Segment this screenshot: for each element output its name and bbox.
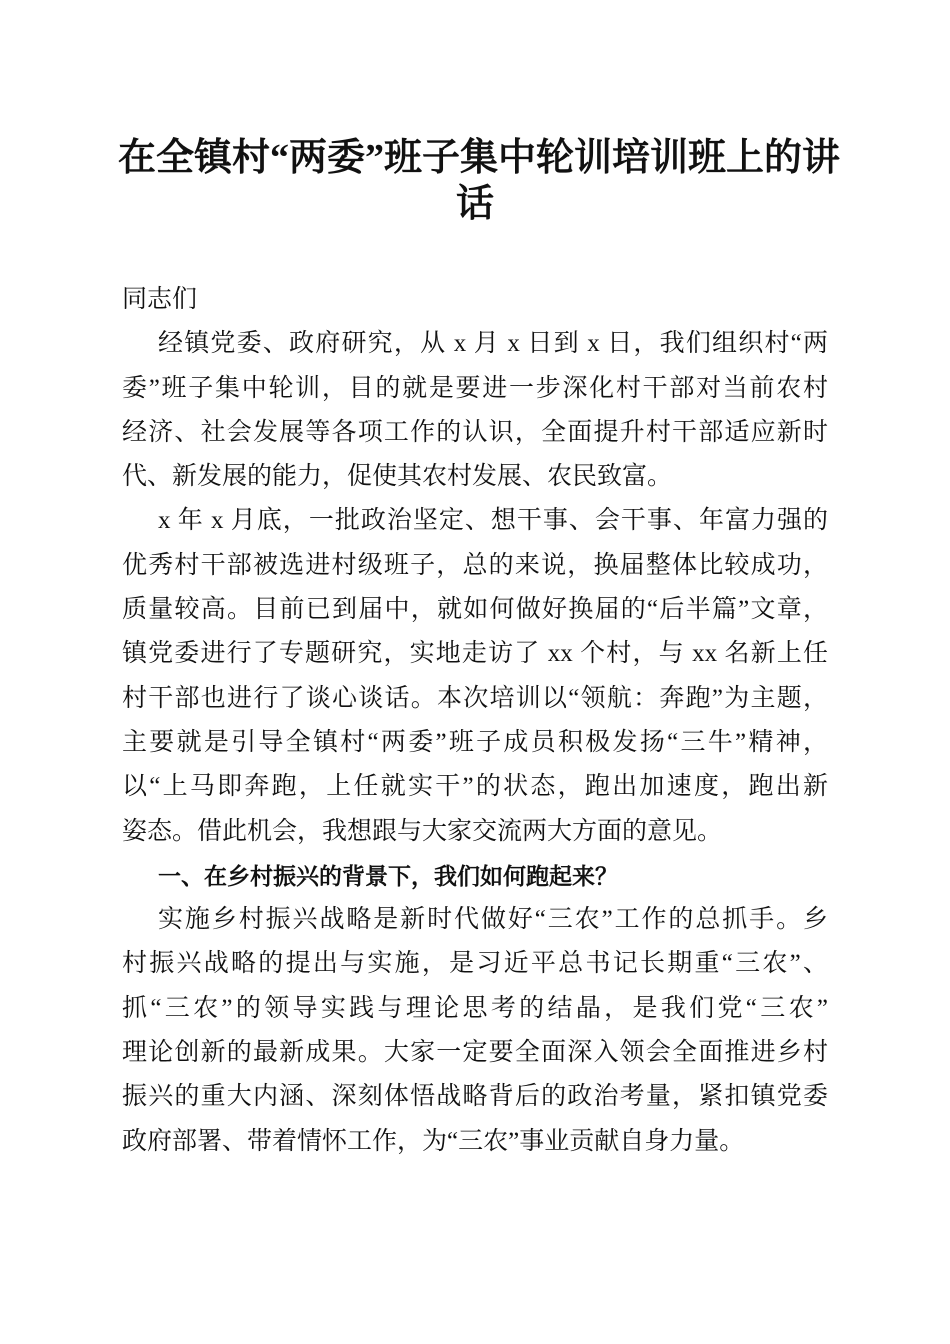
text-line: 代、新发展的能力，促使其农村发展、农民致富。 — [122, 463, 673, 491]
text-line: 经镇党委、政府研究，从 x 月 x 日到 x 日，我们组织村“两 — [158, 330, 828, 358]
text-line: 抓“三农”的领导实践与理论思考的结晶，是我们党“三农” — [122, 994, 828, 1022]
text-line: 振兴的重大内涵、深刻体悟战略背后的政治考量，紧扣镇党委 — [122, 1083, 828, 1111]
document-title — [118, 135, 841, 227]
text-line: 经济、社会发展等各项工作的认识，全面提升村干部适应新时 — [122, 418, 828, 446]
salutation: 同志们 — [122, 286, 198, 313]
text-line: 政府部署、带着情怀工作，为“三农”事业贡献自身力量。 — [122, 1127, 745, 1155]
text-line: 理论创新的最新成果。大家一定要全面深入领会全面推进乡村 — [122, 1039, 828, 1067]
title-line: 话 — [455, 183, 494, 225]
paragraph — [122, 499, 828, 853]
paragraph — [122, 898, 828, 1164]
text-line: 主要就是引导全镇村“两委”班子成员积极发扬“三牛”精神， — [122, 728, 828, 756]
text-line: 姿态。借此机会，我想跟与大家交流两大方面的意见。 — [122, 817, 723, 845]
document-body — [122, 278, 828, 1164]
text-line: 委”班子集中轮训，目的就是要进一步深化村干部对当前农村 — [122, 374, 828, 402]
text-line: 优秀村干部被选进村级班子，总的来说，换届整体比较成功， — [122, 551, 828, 579]
text-line: 一、在乡村振兴的背景下，我们如何跑起来？ — [158, 862, 618, 889]
text-line: 村干部也进行了谈心谈话。本次培训以“领航：奔跑”为主题， — [122, 684, 828, 712]
section-heading — [122, 854, 828, 898]
text-line: 质量较高。目前已到届中，就如何做好换届的“后半篇”文章， — [122, 596, 828, 624]
text-line: 村振兴战略的提出与实施，是习近平总书记长期重“三农”、 — [122, 950, 828, 978]
text-line: x 年 x 月底，一批政治坚定、想干事、会干事、年富力强的 — [158, 507, 828, 535]
text-line: 以“上马即奔跑，上任就实干”的状态，跑出加速度，跑出新 — [122, 773, 828, 801]
title-line: 在全镇村“两委”班子集中轮训培训班上的讲 — [118, 137, 841, 179]
text-line: 镇党委进行了专题研究，实地走访了 xx 个村，与 xx 名新上任 — [122, 640, 828, 668]
paragraph — [122, 322, 828, 499]
text-line: 实施乡村振兴战略是新时代做好“三农”工作的总抓手。乡 — [158, 906, 828, 934]
